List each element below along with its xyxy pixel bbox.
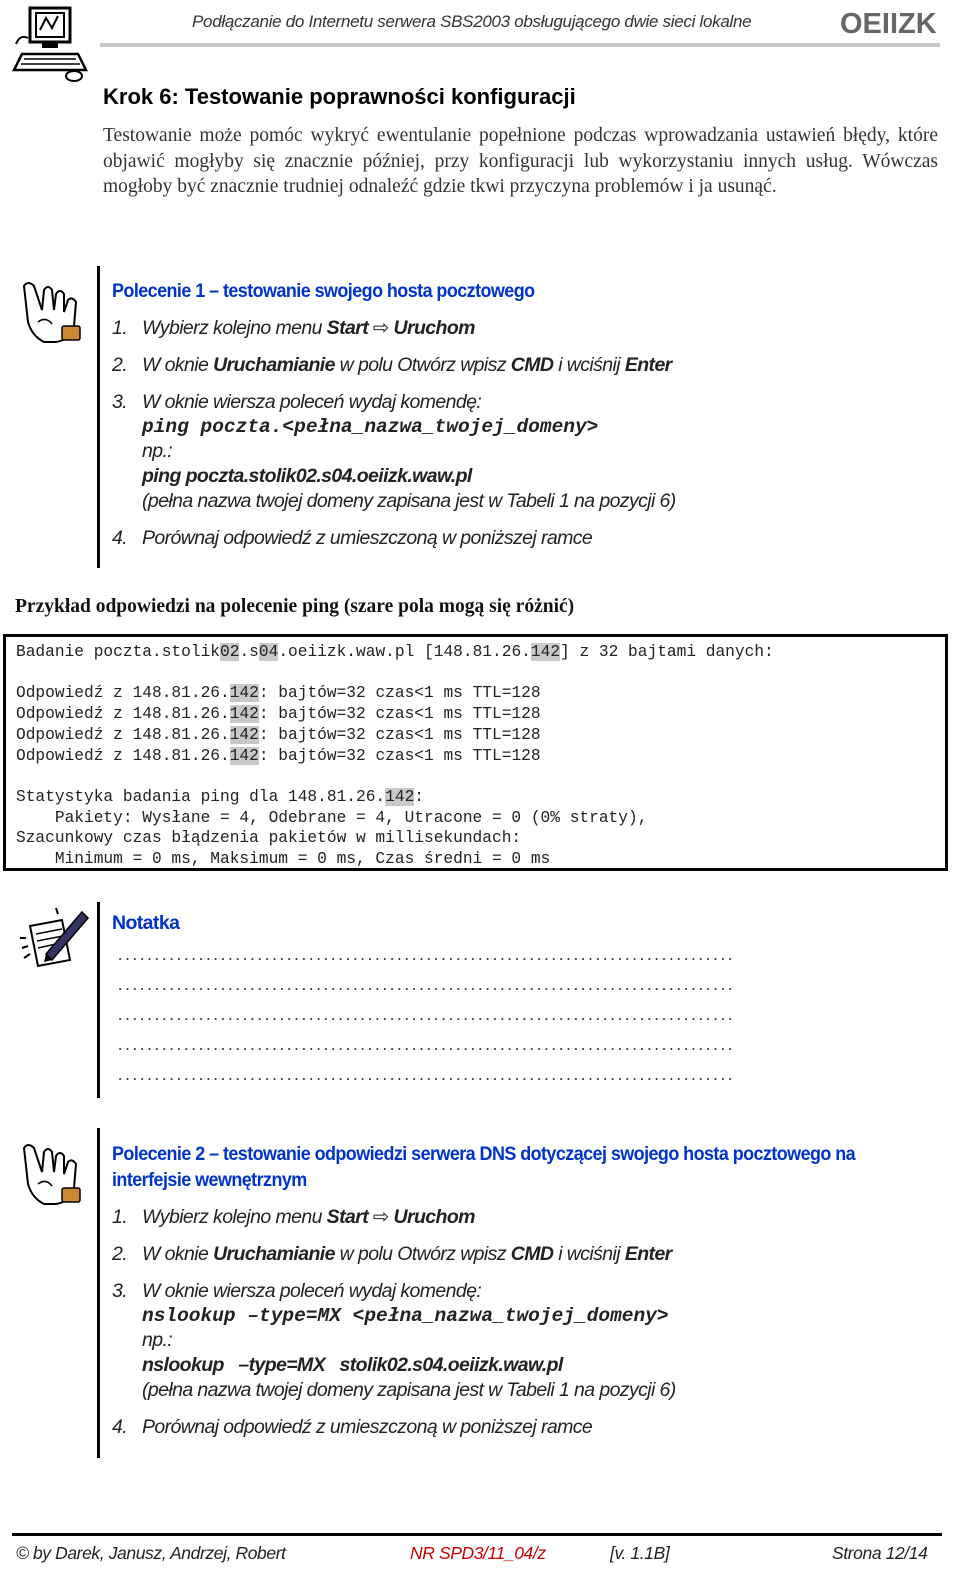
step-number: 4. bbox=[112, 1416, 128, 1438]
variable-field: 142 bbox=[229, 705, 259, 724]
output-text: Badanie poczta.stolik bbox=[16, 643, 220, 661]
key-name: Enter bbox=[624, 354, 672, 376]
stat-line: Statystyka badania ping dla 148.81.26. bbox=[16, 787, 386, 806]
window-name: Uruchamianie bbox=[213, 354, 335, 376]
command-syntax: ping poczta.<pełna_nazwa_twojej_domeny> bbox=[142, 416, 599, 438]
output-text: .oeiizk.waw.pl [148.81.26. bbox=[278, 643, 531, 661]
logo-text: OEIIZK bbox=[840, 8, 937, 38]
step-text: Porównaj odpowiedź z umieszczoną w poniższej ramce bbox=[142, 527, 593, 549]
step-text: i wciśnij bbox=[553, 354, 625, 376]
output-text: .s bbox=[239, 643, 259, 661]
variable-field: 04 bbox=[258, 643, 279, 661]
note-line[interactable]: .................................................................................... bbox=[118, 945, 736, 964]
output-text: ] z 32 bajtami danych: bbox=[560, 643, 774, 661]
menu-start: Start bbox=[326, 317, 369, 339]
variable-field: 142 bbox=[229, 746, 259, 765]
variable-field: 142 bbox=[530, 643, 561, 661]
menu-start: Start bbox=[326, 1206, 369, 1228]
note-line[interactable]: .................................................................................... bbox=[118, 975, 736, 994]
variable-field: 142 bbox=[229, 684, 259, 703]
step-number: 1. bbox=[112, 317, 128, 339]
step-text: Porównaj odpowiedź z umieszczoną w poniższej ramce bbox=[142, 1416, 593, 1438]
minmax-line: Minimum = 0 ms, Maksimum = 0 ms, Czas średni = 0 ms bbox=[16, 850, 551, 869]
step-text: W oknie wiersza poleceń wydaj komendę: bbox=[142, 391, 482, 413]
menu-run: Uruchom bbox=[393, 1206, 475, 1228]
ping-output-box bbox=[3, 634, 948, 871]
command-1-step-4 bbox=[112, 526, 937, 551]
header-divider bbox=[100, 43, 940, 47]
note-title: Notatka bbox=[112, 912, 180, 934]
key-name: Enter bbox=[624, 1243, 672, 1265]
reply-line: Odpowiedź z 148.81.26. bbox=[16, 725, 230, 744]
note-block bbox=[97, 902, 937, 1098]
step-text: W oknie bbox=[142, 354, 214, 376]
step-heading: Krok 6: Testowanie poprawności konfiguracji bbox=[103, 84, 576, 109]
command-syntax: nslookup –type=MX <pełna_nazwa_twojej_domeny> bbox=[142, 1305, 669, 1327]
page-header bbox=[0, 0, 960, 90]
reply-line: : bajtów=32 czas<1 ms TTL=128 bbox=[258, 705, 541, 724]
step-text: w polu Otwórz wpisz bbox=[334, 354, 511, 376]
hand-pointer-icon bbox=[18, 276, 84, 348]
header-title: Podłączanie do Internetu serwera SBS2003 obsługującego dwie sieci lokalne bbox=[192, 12, 752, 31]
command-1-title: Polecenie 1 – testowanie swojego hosta pocztowego bbox=[112, 280, 535, 302]
step-number: 2. bbox=[112, 354, 128, 376]
step-text: W oknie wiersza poleceń wydaj komendę: bbox=[142, 1280, 482, 1302]
command-1-steps bbox=[112, 316, 937, 551]
step-text: w polu Otwórz wpisz bbox=[334, 1243, 511, 1265]
reply-line: Odpowiedź z 148.81.26. bbox=[16, 684, 230, 703]
command-2-title: Polecenie 2 – testowanie odpowiedzi serwera DNS dotyczącej swojego hosta pocztowego na interfejsie wewnętrznym bbox=[112, 1143, 856, 1191]
reply-line: : bajtów=32 czas<1 ms TTL=128 bbox=[258, 684, 541, 703]
step-number: 1. bbox=[112, 1206, 128, 1228]
command-example: nslookup –type=MX stolik02.s04.oeiizk.waw.pl bbox=[142, 1354, 563, 1376]
step-number: 2. bbox=[112, 1243, 128, 1265]
computer-logo-icon bbox=[12, 4, 92, 84]
reply-line: : bajtów=32 czas<1 ms TTL=128 bbox=[258, 725, 541, 744]
reply-line: Odpowiedź z 148.81.26. bbox=[16, 746, 230, 765]
command-1-step-2 bbox=[112, 353, 937, 378]
footer-divider bbox=[12, 1533, 942, 1536]
command-example: ping poczta.stolik02.s04.oeiizk.waw.pl bbox=[142, 465, 472, 487]
example-label: np.: bbox=[142, 440, 173, 462]
intro-paragraph: Testowanie może pomóc wykryć ewentulanie popełnione podczas wprowadzania ustawień błędy, które objawić mogłyby się znacznie później, przy konfiguracji lub wykorzystaniu innych usług. Wówczas mogłoby być znacznie trudniej odnaleźć gdzie tkwi przyczyna problemów i ja usunąć. bbox=[103, 125, 938, 197]
example-heading: Przykład odpowiedzi na polecenie ping (szare pola mogą się różnić) bbox=[15, 596, 575, 617]
command-1-block bbox=[97, 266, 937, 568]
command-2-step-4 bbox=[112, 1415, 937, 1440]
stat-line: : bbox=[414, 787, 425, 806]
variable-field: 142 bbox=[385, 787, 415, 806]
oeiizk-logo bbox=[840, 6, 940, 38]
step-note: (pełna nazwa twojej domeny zapisana jest w Tabeli 1 na pozycji 6) bbox=[142, 1379, 676, 1401]
step-number: 3. bbox=[112, 391, 128, 413]
packets-line: Pakiety: Wysłane = 4, Odebrane = 4, Utracone = 0 (0% straty), bbox=[16, 808, 648, 827]
variable-field: 02 bbox=[220, 643, 240, 661]
example-label: np.: bbox=[142, 1329, 173, 1351]
command-1-step-3 bbox=[112, 390, 937, 514]
hand-pointer-icon bbox=[18, 1138, 84, 1210]
step-note: (pełna nazwa twojej domeny zapisana jest w Tabeli 1 na pozycji 6) bbox=[142, 490, 676, 512]
window-name: Uruchamianie bbox=[213, 1243, 335, 1265]
variable-field: 142 bbox=[229, 725, 259, 744]
step-text: i wciśnij bbox=[553, 1243, 625, 1265]
command-2-step-2 bbox=[112, 1242, 937, 1267]
step-text: Wybierz kolejno menu bbox=[142, 1206, 327, 1228]
command-2-steps bbox=[112, 1205, 937, 1440]
footer-code: NR SPD3/11_04/z bbox=[410, 1543, 546, 1563]
cmd-keyword: CMD bbox=[510, 1243, 554, 1265]
reply-line: : bajtów=32 czas<1 ms TTL=128 bbox=[258, 746, 541, 765]
rtt-line: Szacunkowy czas błądzenia pakietów w millisekundach: bbox=[16, 829, 522, 848]
note-line[interactable]: .................................................................................... bbox=[118, 1005, 736, 1024]
arrow-right-icon: ⇨ bbox=[372, 1206, 389, 1228]
step-text: W oknie bbox=[142, 1243, 214, 1265]
footer-page-number: Strona 12/14 bbox=[832, 1543, 928, 1563]
command-2-step-3 bbox=[112, 1279, 937, 1403]
note-line[interactable]: .................................................................................... bbox=[118, 1035, 736, 1054]
step-text: Wybierz kolejno menu bbox=[142, 317, 327, 339]
footer-authors: © by Darek, Janusz, Andrzej, Robert bbox=[16, 1543, 286, 1563]
note-line[interactable]: .................................................................................... bbox=[118, 1065, 736, 1084]
pen-note-icon bbox=[16, 904, 92, 974]
command-1-step-1 bbox=[112, 316, 937, 341]
footer-version: [v. 1.1B] bbox=[610, 1543, 670, 1563]
reply-line: Odpowiedź z 148.81.26. bbox=[16, 705, 230, 724]
menu-run: Uruchom bbox=[393, 317, 475, 339]
arrow-right-icon: ⇨ bbox=[372, 317, 389, 339]
command-2-step-1 bbox=[112, 1205, 937, 1230]
cmd-keyword: CMD bbox=[510, 354, 554, 376]
step-number: 4. bbox=[112, 527, 128, 549]
command-2-block bbox=[97, 1128, 937, 1458]
step-number: 3. bbox=[112, 1280, 128, 1302]
